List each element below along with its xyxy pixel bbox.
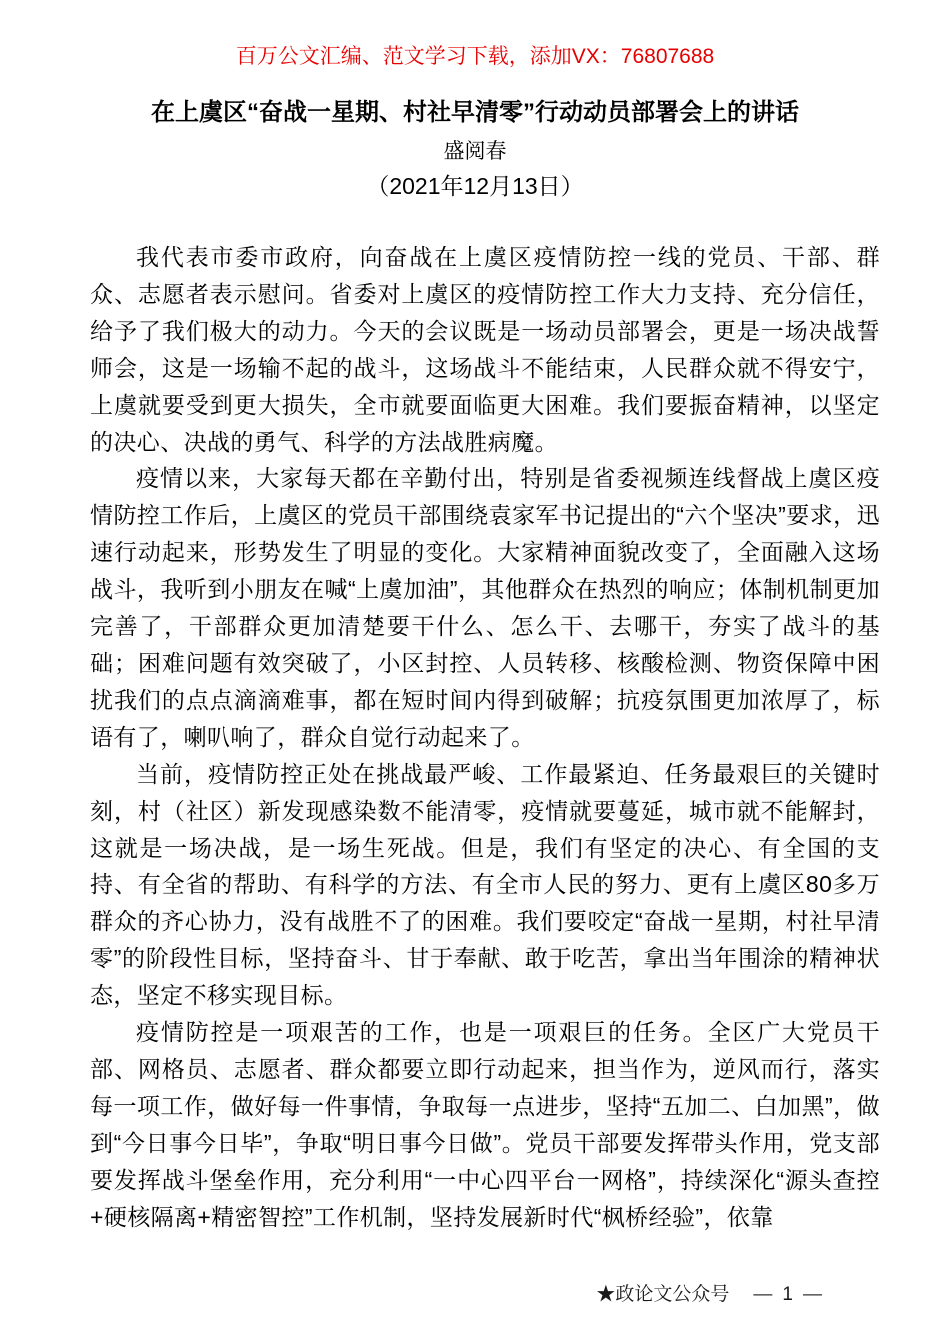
author-name: 盛阅春 xyxy=(443,140,507,163)
document-title: 在上虞区“奋战一星期、村社早清零”行动动员部署会上的讲话 xyxy=(151,99,799,126)
speech-paragraph-3: 当前，疫情防控正处在挑战最严峻、工作最紧迫、任务最艰巨的关键时刻，村（社区）新发现感染数不能清零，疫情就要蔓延，城市就不能解封，这就是一场决战，是一场生死战。但是，我们有坚定的决心、有全国的支持、有全省的帮助、有科学的方法、有全市人民的努力、更有上虞区80多万群众的齐心协力，没有战胜不了的困难。我们要咬定“奋战一星期，村社早清零”的阶段性目标，坚持奋斗、甘于奉献、敢于吃苦，拿出当年围涂的精神状态，坚定不移实现目标。 xyxy=(90,760,880,1009)
footer-dash-right: — xyxy=(803,1284,822,1305)
speech-paragraph-4: 疫情防控是一项艰苦的工作，也是一项艰巨的任务。全区广大党员干部、网格员、志愿者、群众都要立即行动起来，担当作为，逆风而行，落实每一项工作，做好每一件事情，争取每一点进步，坚持“五加二、白加黑”，做到“今日事今日毕”，争取“明日事今日做”。党员干部要发挥带头作用，党支部要发挥战斗堡垒作用，充分利用“一中心四平台一网格”，持续深化“源头查控+硬核隔离+精密智控”工作机制，坚持发展新时代“枫桥经验”，依靠 xyxy=(90,1019,880,1230)
speech-paragraph-2: 疫情以来，大家每天都在辛勤付出，特别是省委视频连线督战上虞区疫情防控工作后，上虞区的党员干部围绕袁家军书记提出的“六个坚决”要求，迅速行动起来，形势发生了明显的变化。大家精神面貌改变了，全面融入这场战斗，我听到小朋友在喊“上虞加油”，其他群众在热烈的响应；体制机制更加完善了，干部群众更加清楚要干什么、怎么干、去哪干，夯实了战斗的基础；困难问题有效突破了，小区封控、人员转移、核酸检测、物资保障中困扰我们的点点滴滴难事，都在短时间内得到破解；抗疫氛围更加浓厚了，标语有了，喇叭响了，群众自觉行动起来了。 xyxy=(90,465,880,750)
footer-dash-left: — xyxy=(753,1284,773,1305)
date-line: （2021年12月13日） xyxy=(366,173,584,199)
speech-body xyxy=(90,239,880,1235)
channel-label: ★政论文公众号 xyxy=(596,1284,730,1305)
speech-paragraph-1: 我代表市委市政府，向奋战在上虞区疫情防控一线的党员、干部、群众、志愿者表示慰问。省委对上虞区的疫情防控工作大力支持、充分信任，给予了我们极大的动力。今天的会议既是一场动员部署会，更是一场决战誓师会，这是一场输不起的战斗，这场战斗不能结束，人民群众就不得安宁，上虞就要受到更大损失，全市就要面临更大困难。我们要振奋精神，以坚定的决心、决战的勇气、科学的方法战胜病魔。 xyxy=(90,244,880,455)
page-footer xyxy=(596,1283,832,1307)
promo-banner-text: 百万公文汇编、范文学习下载，添加VX：76807688 xyxy=(235,45,715,68)
page-number: 1 xyxy=(782,1284,793,1305)
